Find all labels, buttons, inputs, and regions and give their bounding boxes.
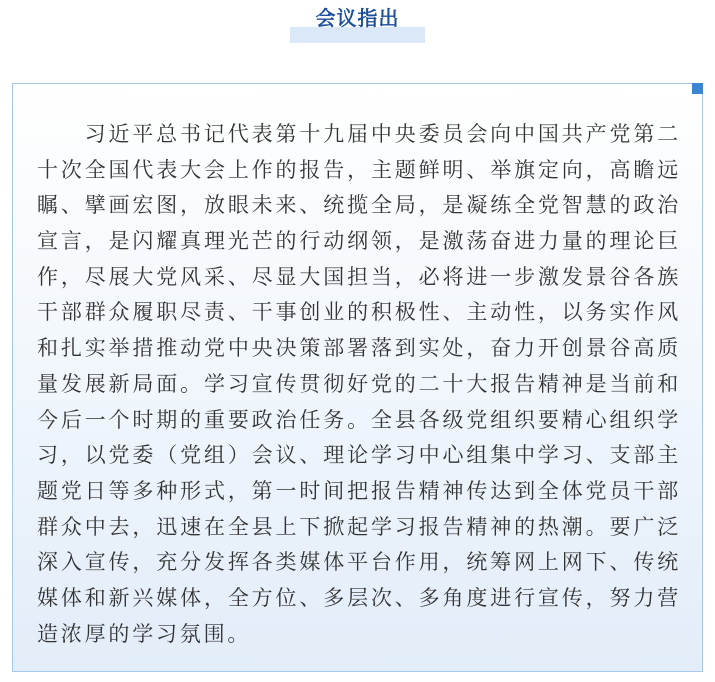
paragraph-line: 十次全国代表大会上作的报告，主题鲜明、举旗定向，高瞻远 [37, 157, 681, 182]
paragraph-line: 瞩、擘画宏图，放眼未来、统揽全局，是凝练全党智慧的政治 [37, 193, 681, 218]
paragraph-line: 媒体和新兴媒体，全方位、多层次、多角度进行宣传，努力营 [37, 585, 681, 610]
content-box [12, 83, 703, 672]
corner-decoration [692, 83, 703, 94]
section-title: 会议指出 [315, 6, 400, 30]
paragraph-line: 和扎实举措推动党中央决策部署落到实处，奋力开创景谷高质 [37, 336, 681, 361]
paragraph-line: 深入宣传，充分发挥各类媒体平台作用，统筹网上网下、传统 [37, 550, 681, 575]
paragraph-line: 习，以党委（党组）会议、理论学习中心组集中学习、支部主 [37, 443, 681, 468]
paragraph-line: 习近平总书记代表第十九届中央委员会向中国共产党第二 [84, 122, 681, 146]
paragraph [37, 117, 681, 652]
paragraph-line: 造浓厚的学习氛围。 [37, 621, 252, 646]
paragraph-line: 宣言，是闪耀真理光芒的行动纲领，是激荡奋进力量的理论巨 [37, 229, 681, 254]
paragraph-line: 群众中去，迅速在全县上下掀起学习报告精神的热潮。要广泛 [37, 514, 681, 539]
paragraph-line: 作，尽展大党风采、尽显大国担当，必将进一步激发景谷各族 [37, 264, 681, 289]
paragraph-line: 题党日等多种形式，第一时间把报告精神传达到全体党员干部 [37, 478, 681, 503]
paragraph-line: 量发展新局面。学习宣传贯彻好党的二十大报告精神是当前和 [37, 371, 681, 396]
section-header [0, 0, 715, 50]
paragraph-line: 干部群众履职尽责、干事创业的积极性、主动性，以务实作风 [37, 300, 681, 325]
paragraph-line: 今后一个时期的重要政治任务。全县各级党组织要精心组织学 [37, 407, 681, 432]
